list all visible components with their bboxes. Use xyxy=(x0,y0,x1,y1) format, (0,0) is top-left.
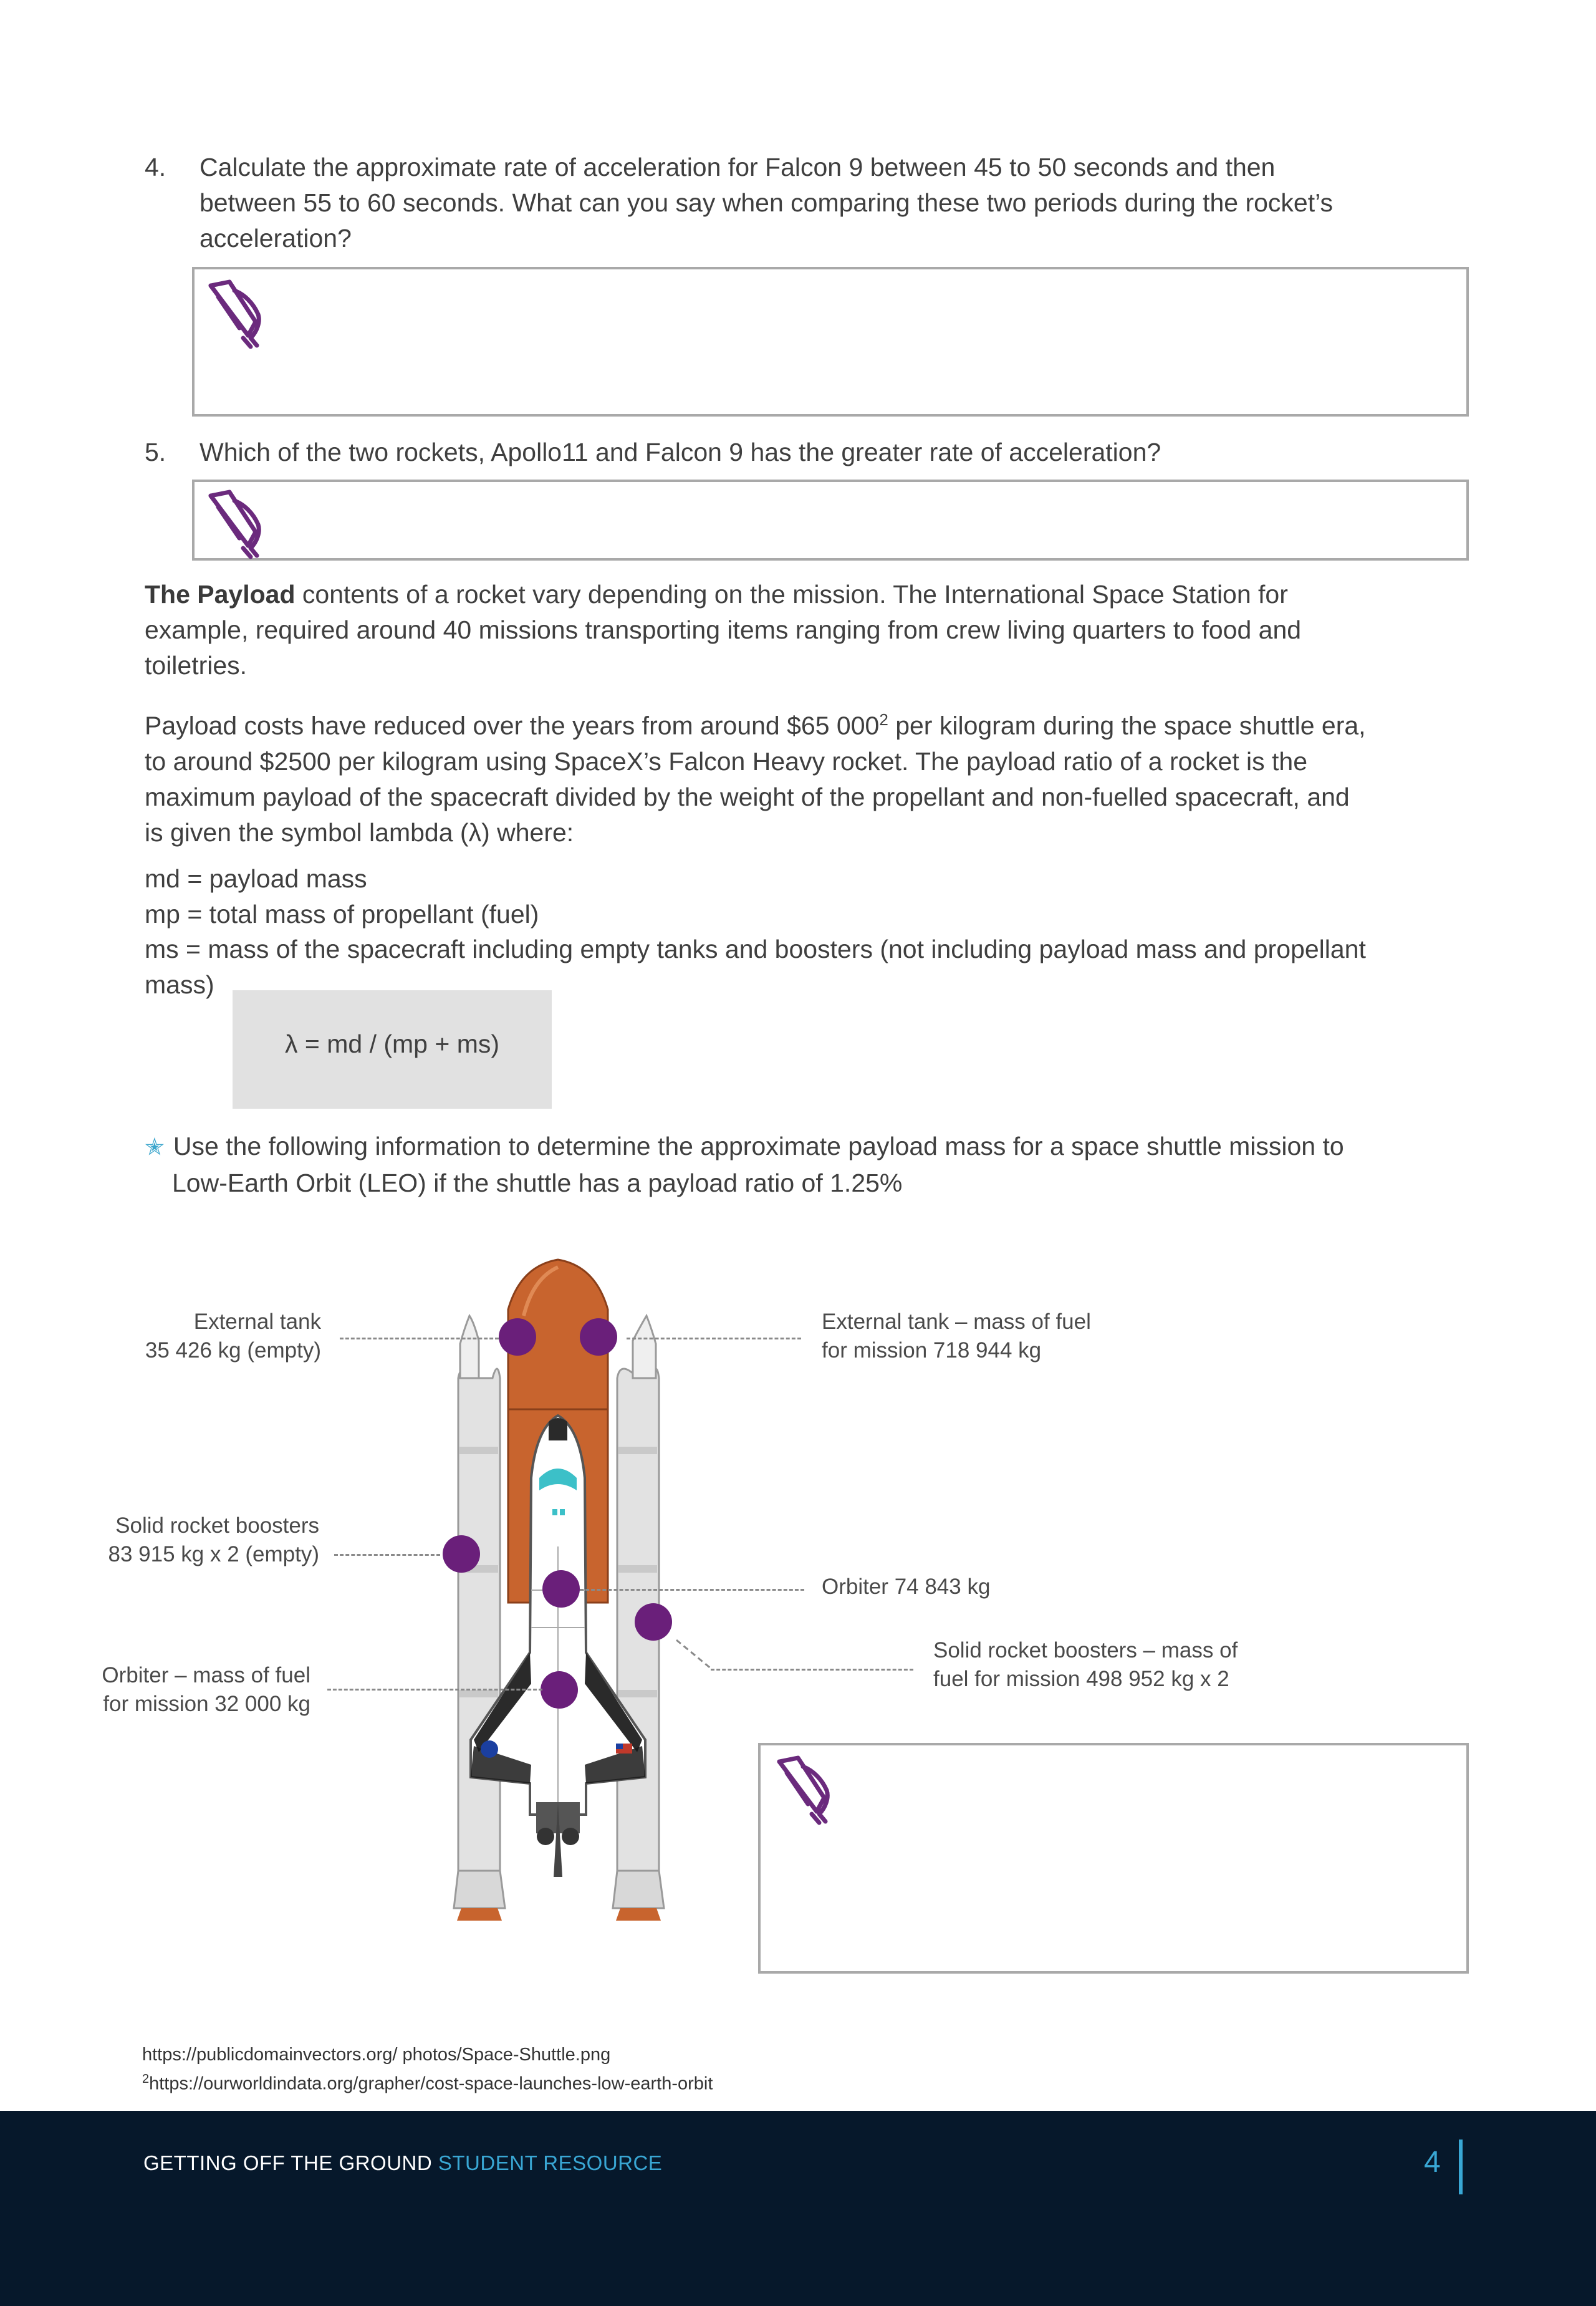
label-srb-fuel: Solid rocket boosters – mass of fuel for mission 498 952 kg x 2 xyxy=(933,1638,1238,1691)
writing-hand-icon xyxy=(773,1754,833,1826)
leader-line-orbiter-fuel xyxy=(327,1689,542,1691)
leader-line-srb-fuel xyxy=(711,1669,913,1671)
label-orbiter: Orbiter 74 843 kg xyxy=(822,1575,991,1599)
variable-ms: ms = mass of the spacecraft including empty tanks and boosters (not including payload mass and propellant xyxy=(145,935,1366,963)
leader-line-external-tank-fuel xyxy=(627,1338,801,1339)
answer-box-payload-task[interactable] xyxy=(758,1743,1469,1974)
variable-mp: mp = total mass of propellant (fuel) xyxy=(145,900,539,929)
payload-costs-paragraph: Payload costs have reduced over the years from around $65 $000^2$ per kilogram during the space shuttle era, to around $2500 per kilogram using SpaceX’s Falcon Heavy rocket. The payload ratio of a rocket is the maximum payload of the spacecraft divided by the weight of the propellant and non-fuelled spacecraft, and is given the symbol lambda (λ) where: xyxy=(145,710,1366,847)
page-number-divider xyxy=(1459,2140,1463,2194)
footnote-cost-link[interactable]: https://ourworldindata.org/grapher/cost-space-launches-low-earth-orbit xyxy=(149,2073,713,2094)
label-srb-empty: Solid rocket boosters 83 915 kg x 2 (empty) xyxy=(108,1513,319,1566)
page-footer xyxy=(0,2111,1596,2306)
footnote-image-source[interactable]: https://publicdomainvectors.org/ photos/Space-Shuttle.png xyxy=(142,2045,611,2065)
label-external-tank-fuel: External tank – mass of fuel for mission 718 944 kg xyxy=(822,1310,1091,1363)
leader-line-orbiter xyxy=(580,1589,804,1591)
leader-line-srb-empty xyxy=(334,1554,440,1556)
footer-title: GETTING OFF THE GROUND STUDENT RESOURCE xyxy=(143,2151,663,2174)
question-text: Which of the two rockets, Apollo11 and Falcon 9 has the greater rate of acceleration? xyxy=(200,438,1161,466)
writing-hand-icon xyxy=(204,488,264,561)
question-number: 5. xyxy=(145,438,166,466)
page-number: 4 xyxy=(1424,2146,1441,2179)
question-text: Calculate the approximate rate of acceleration for Falcon 9 between 45 to 50 seconds and then between 55 to 60 seconds. What can you say when comparing these two periods during the rocket’s acceleration? xyxy=(200,153,1333,253)
payload-intro-paragraph: The Payload contents of a rocket vary depending on the mission. The International Space Station for example, required around 40 missions transporting items ranging from crew living quarters to food and toiletries. xyxy=(145,580,1302,680)
payload-ratio-formula: λ = md / (mp + ms) xyxy=(285,1030,499,1058)
task-prompt: ✭ Use the following information to determine the approximate payload mass for a space shuttle mission to Low-Earth Orbit (LEO) if the shuttle has a payload ratio of 1.25% xyxy=(145,1132,1344,1197)
footnote-cost-source: $^2$https://ourworldindata.org/grapher/cost-space-launches-low-earth-orbit xyxy=(142,2072,713,2094)
question-number: 4. xyxy=(145,153,166,181)
label-orbiter-fuel: Orbiter – mass of fuel for mission 32 000 kg xyxy=(102,1663,310,1716)
star-icon: ✭ xyxy=(145,1134,165,1160)
label-external-tank: External tank 35 426 kg (empty) xyxy=(145,1310,321,1363)
space-shuttle-illustration xyxy=(399,1253,723,1921)
variable-md: md = payload mass xyxy=(145,864,367,893)
leader-line-srb-fuel-diagonal xyxy=(673,1637,717,1674)
formula-box xyxy=(233,990,552,1109)
answer-box-q4[interactable] xyxy=(192,267,1469,417)
writing-hand-icon xyxy=(204,278,264,350)
leader-line-external-tank xyxy=(340,1338,499,1339)
variable-ms-cont: mass) xyxy=(145,970,214,999)
answer-box-q5[interactable] xyxy=(192,480,1469,561)
